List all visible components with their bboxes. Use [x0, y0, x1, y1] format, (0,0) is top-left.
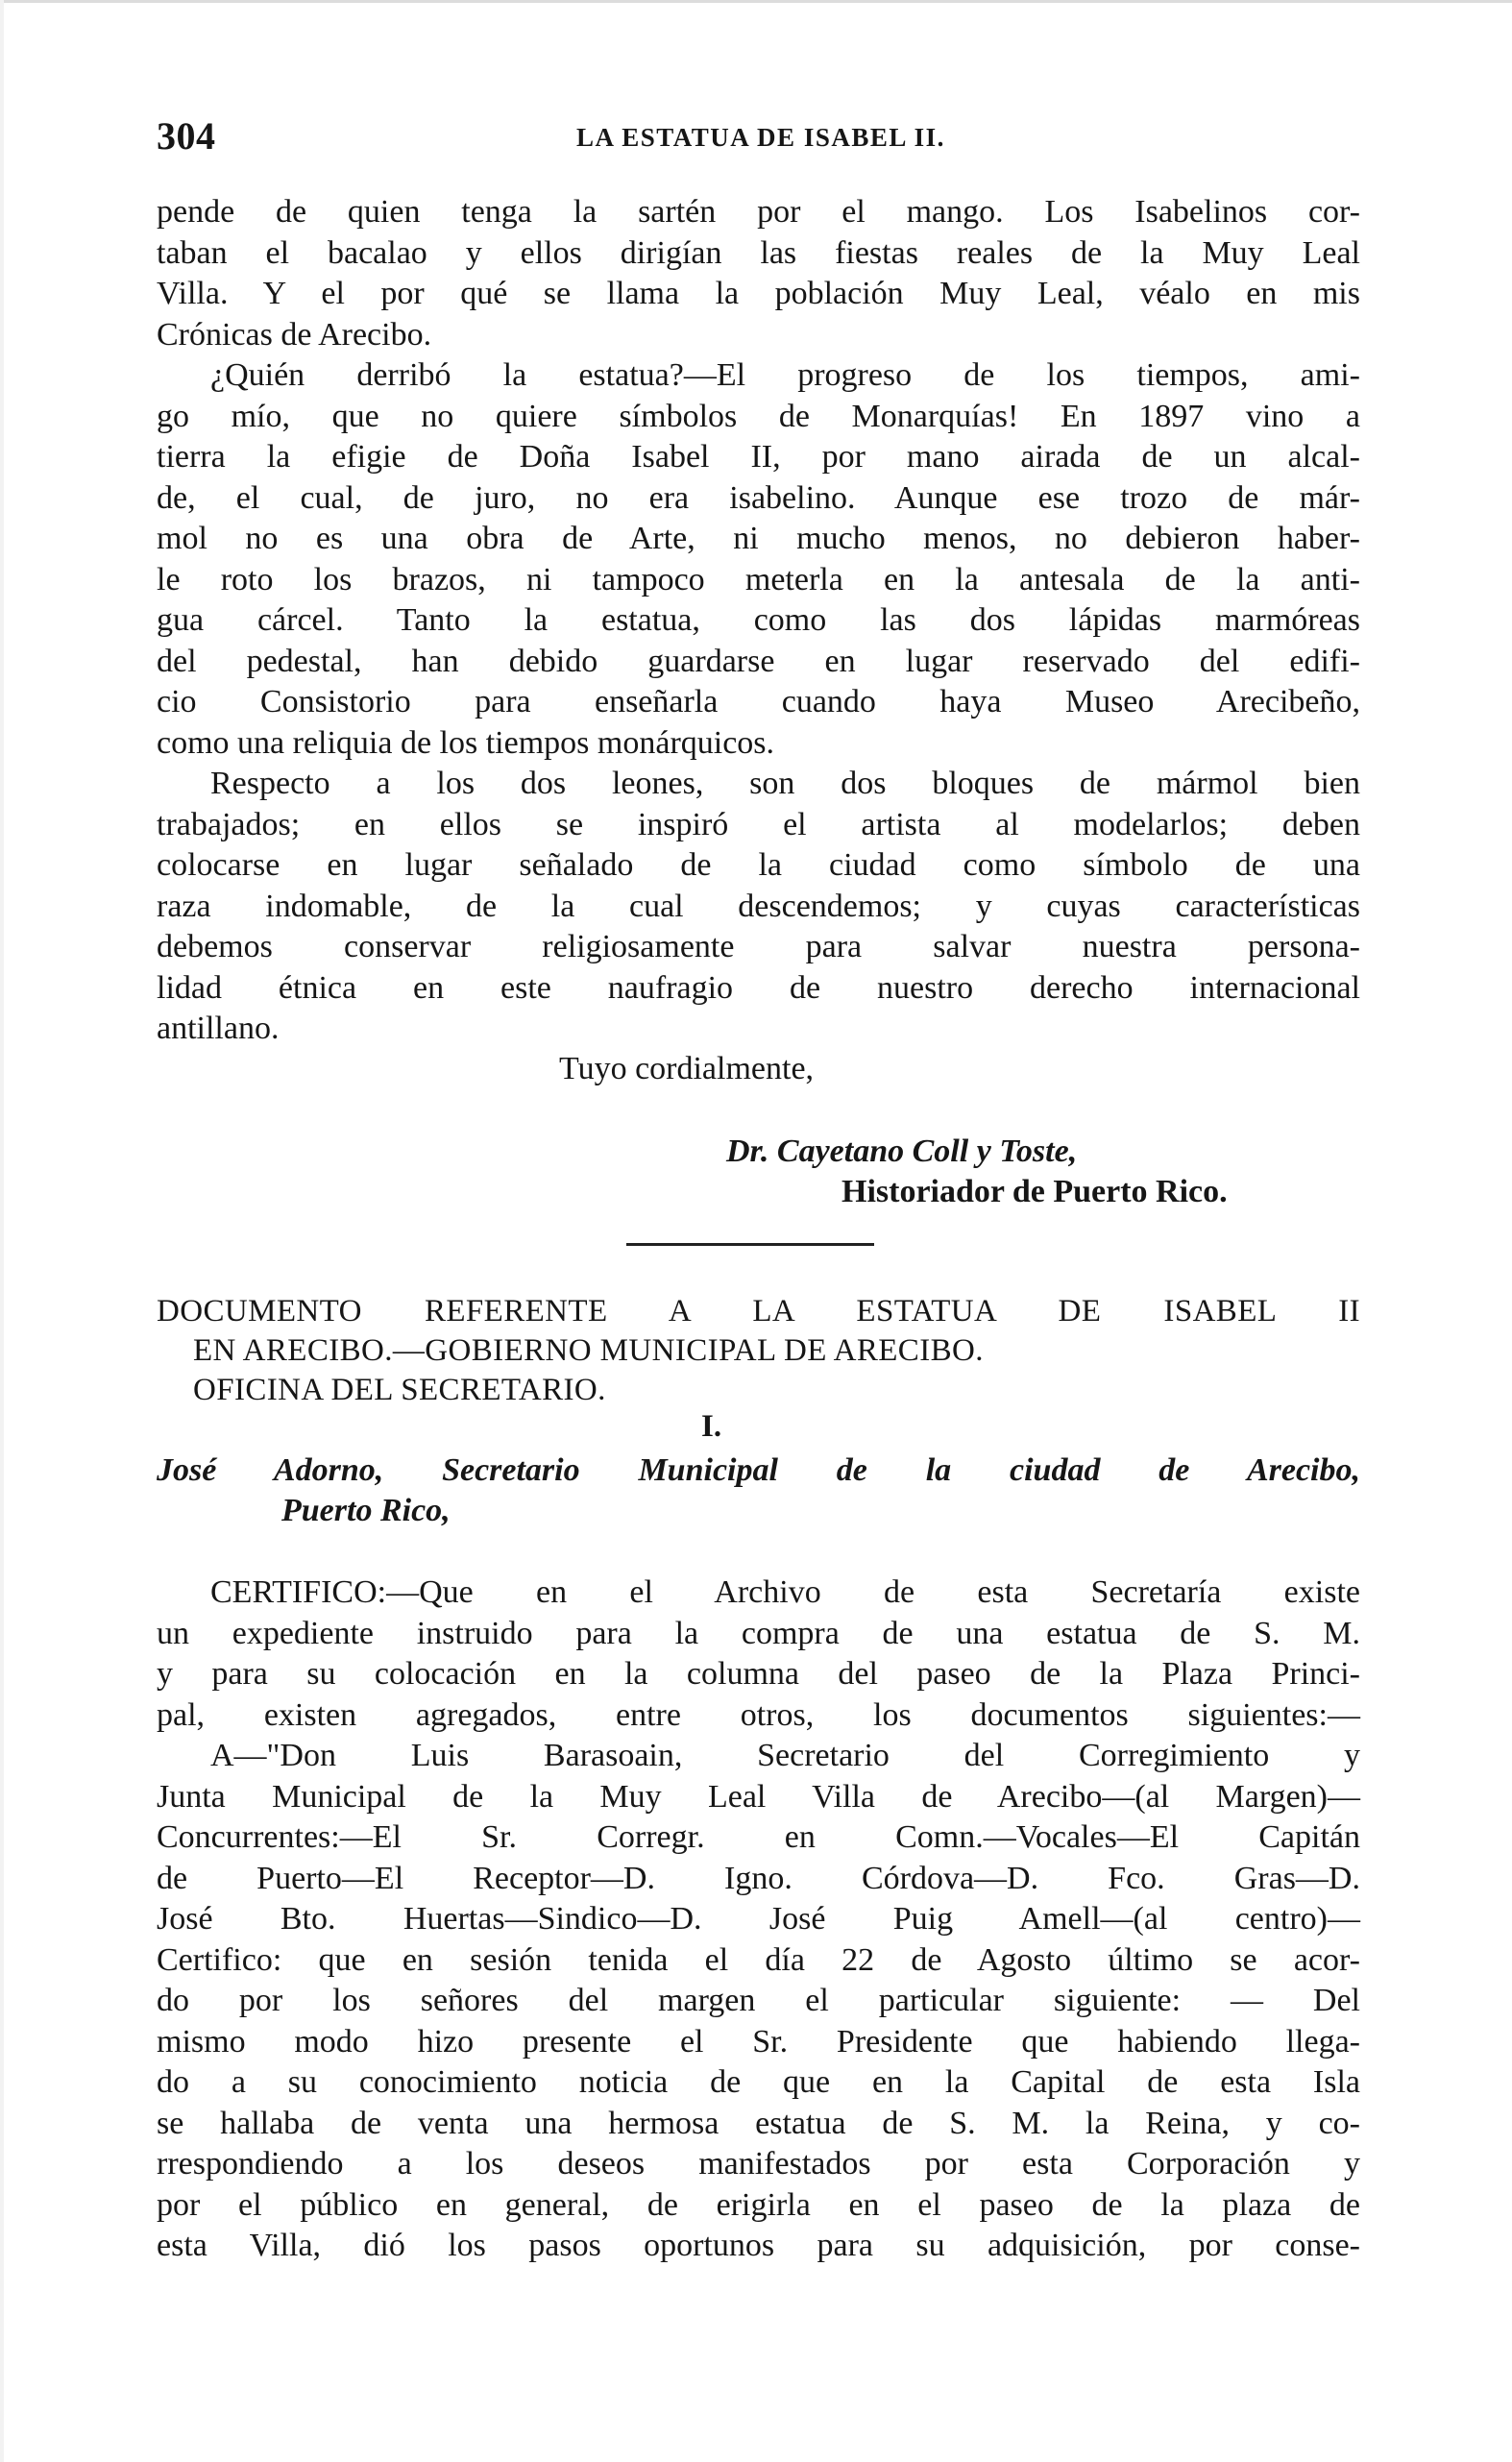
text-line: se hallaba de venta una hermosa estatua de S. M. la Reina, y co-: [157, 2105, 1360, 2141]
letter-closing: Tuyo cordialmente,: [559, 1051, 815, 1086]
text-line: de Puerto—El Receptor—D. Igno. Córdova—D. Fco. Gras—D.: [157, 1860, 1360, 1896]
running-title: LA ESTATUA DE ISABEL II.: [576, 123, 945, 152]
heading-line: EN ARECIBO.—GOBIERNO MUNICIPAL DE ARECIBO.: [193, 1333, 984, 1368]
letter-paragraph-2: [157, 355, 1360, 764]
text-line: pende de quien tenga la sartén por el mango. Los Isabelinos cor-: [157, 194, 1360, 230]
text-line: Villa. Y el por qué se llama la población Muy Leal, véalo en mis: [157, 276, 1360, 311]
page-number: 304: [157, 114, 216, 158]
text-line: esta Villa, dió los pasos oportunos para su adquisición, por conse-: [157, 2228, 1360, 2263]
text-line: un expediente instruido para la compra de una estatua de S. M.: [157, 1615, 1360, 1651]
scan-edge-top: [0, 0, 1512, 3]
text-line: cio Consistorio para enseñarla cuando haya Museo Arecibeño,: [157, 684, 1360, 719]
section-number: I.: [701, 1409, 722, 1444]
certifier-line: [157, 1450, 1360, 1531]
text-line: Crónicas de Arecibo.: [157, 316, 432, 353]
text-line: do a su conocimiento noticia de que en la Capital de esta Isla: [157, 2064, 1360, 2100]
text-line: ¿Quién derribó la estatua?—El progreso de los tiempos, ami-: [210, 357, 1360, 393]
document-paragraph-2: [157, 1736, 1360, 2267]
text-line: del pedestal, han debido guardarse en lugar reservado del edifi-: [157, 643, 1360, 679]
document-heading: [157, 1292, 1360, 1410]
certifier-text: José Adorno, Secretario Municipal de la ciudad de Arecibo,: [157, 1452, 1360, 1488]
letter-paragraph-3: [157, 764, 1360, 1050]
text-line: mismo modo hizo presente el Sr. Presidente que habiendo llega-: [157, 2023, 1360, 2060]
text-line: colocarse en lugar señalado de la ciudad como símbolo de una: [157, 847, 1360, 883]
text-line: antillano.: [157, 1011, 280, 1046]
letter-paragraph-1: [157, 192, 1360, 355]
text-line: mol no es una obra de Arte, ni mucho menos, no debieron haber-: [157, 521, 1360, 556]
scan-edge-left: [0, 0, 4, 2462]
text-line: Junta Municipal de la Muy Leal Villa de Arecibo—(al Margen)—: [157, 1778, 1360, 1815]
text-line: tierra la efigie de Doña Isabel II, por mano airada de un alcal-: [157, 439, 1360, 475]
text-line: lidad étnica en este naufragio de nuestro derecho internacional: [157, 969, 1360, 1006]
text-line: taban el bacalao y ellos dirigían las fiestas reales de la Muy Leal: [157, 234, 1360, 271]
text-line: de, el cual, de juro, no era isabelino. Aunque ese trozo de már-: [157, 479, 1360, 516]
text-line: CERTIFICO:—Que en el Archivo de esta Secretaría existe: [210, 1574, 1360, 1610]
text-line: José Bto. Huertas—Sindico—D. José Puig Amell—(al centro)—: [157, 1901, 1360, 1937]
text-line: rrespondiendo a los deseos manifestados por esta Corporación y: [157, 2146, 1360, 2182]
text-line: le roto los brazos, ni tampoco meterla en la antesala de la anti-: [157, 561, 1360, 597]
document-paragraph-1: [157, 1572, 1360, 1736]
text-line: debemos conservar religiosamente para salvar nuestra persona-: [157, 929, 1360, 964]
heading-line: OFICINA DEL SECRETARIO.: [193, 1373, 606, 1407]
text-line: y para su colocación en la columna del paseo de la Plaza Princi-: [157, 1656, 1360, 1692]
running-header: [157, 113, 1360, 161]
text-line: go mío, que no quiere símbolos de Monarquías! En 1897 vino a: [157, 398, 1360, 434]
text-line: pal, existen agregados, entre otros, los documentos siguientes:—: [157, 1696, 1360, 1733]
text-line: como una reliquia de los tiempos monárquicos.: [157, 724, 775, 761]
section-separator-rule: [626, 1243, 874, 1246]
text-line: trabajados; en ellos se inspiró el artista al modelarlos; deben: [157, 806, 1360, 842]
text-line: Concurrentes:—El Sr. Corregr. en Comn.—Vocales—El Capitán: [157, 1819, 1360, 1855]
text-line: por el público en general, de erigirla en el paseo de la plaza de: [157, 2186, 1360, 2223]
text-line: gua cárcel. Tanto la estatua, como las dos lápidas marmóreas: [157, 602, 1360, 638]
text-line: Certifico: que en sesión tenida el día 22 de Agosto último se acor-: [157, 1941, 1360, 1978]
text-line: raza indomable, de la cual descendemos; y cuyas características: [157, 888, 1360, 924]
heading-line: DOCUMENTO REFERENTE A LA ESTATUA DE ISABEL II: [157, 1294, 1360, 1329]
certifier-text: Puerto Rico,: [281, 1493, 451, 1528]
text-line: do por los señores del margen el particular siguiente: — Del: [157, 1983, 1360, 2018]
text-line: A—"Don Luis Barasoain, Secretario del Corregimiento y: [210, 1738, 1360, 1773]
signature-name: Dr. Cayetano Coll y Toste,: [726, 1133, 1078, 1169]
text-line: Respecto a los dos leones, son dos bloques de mármol bien: [210, 766, 1360, 801]
signature-title: Historiador de Puerto Rico.: [841, 1174, 1228, 1209]
